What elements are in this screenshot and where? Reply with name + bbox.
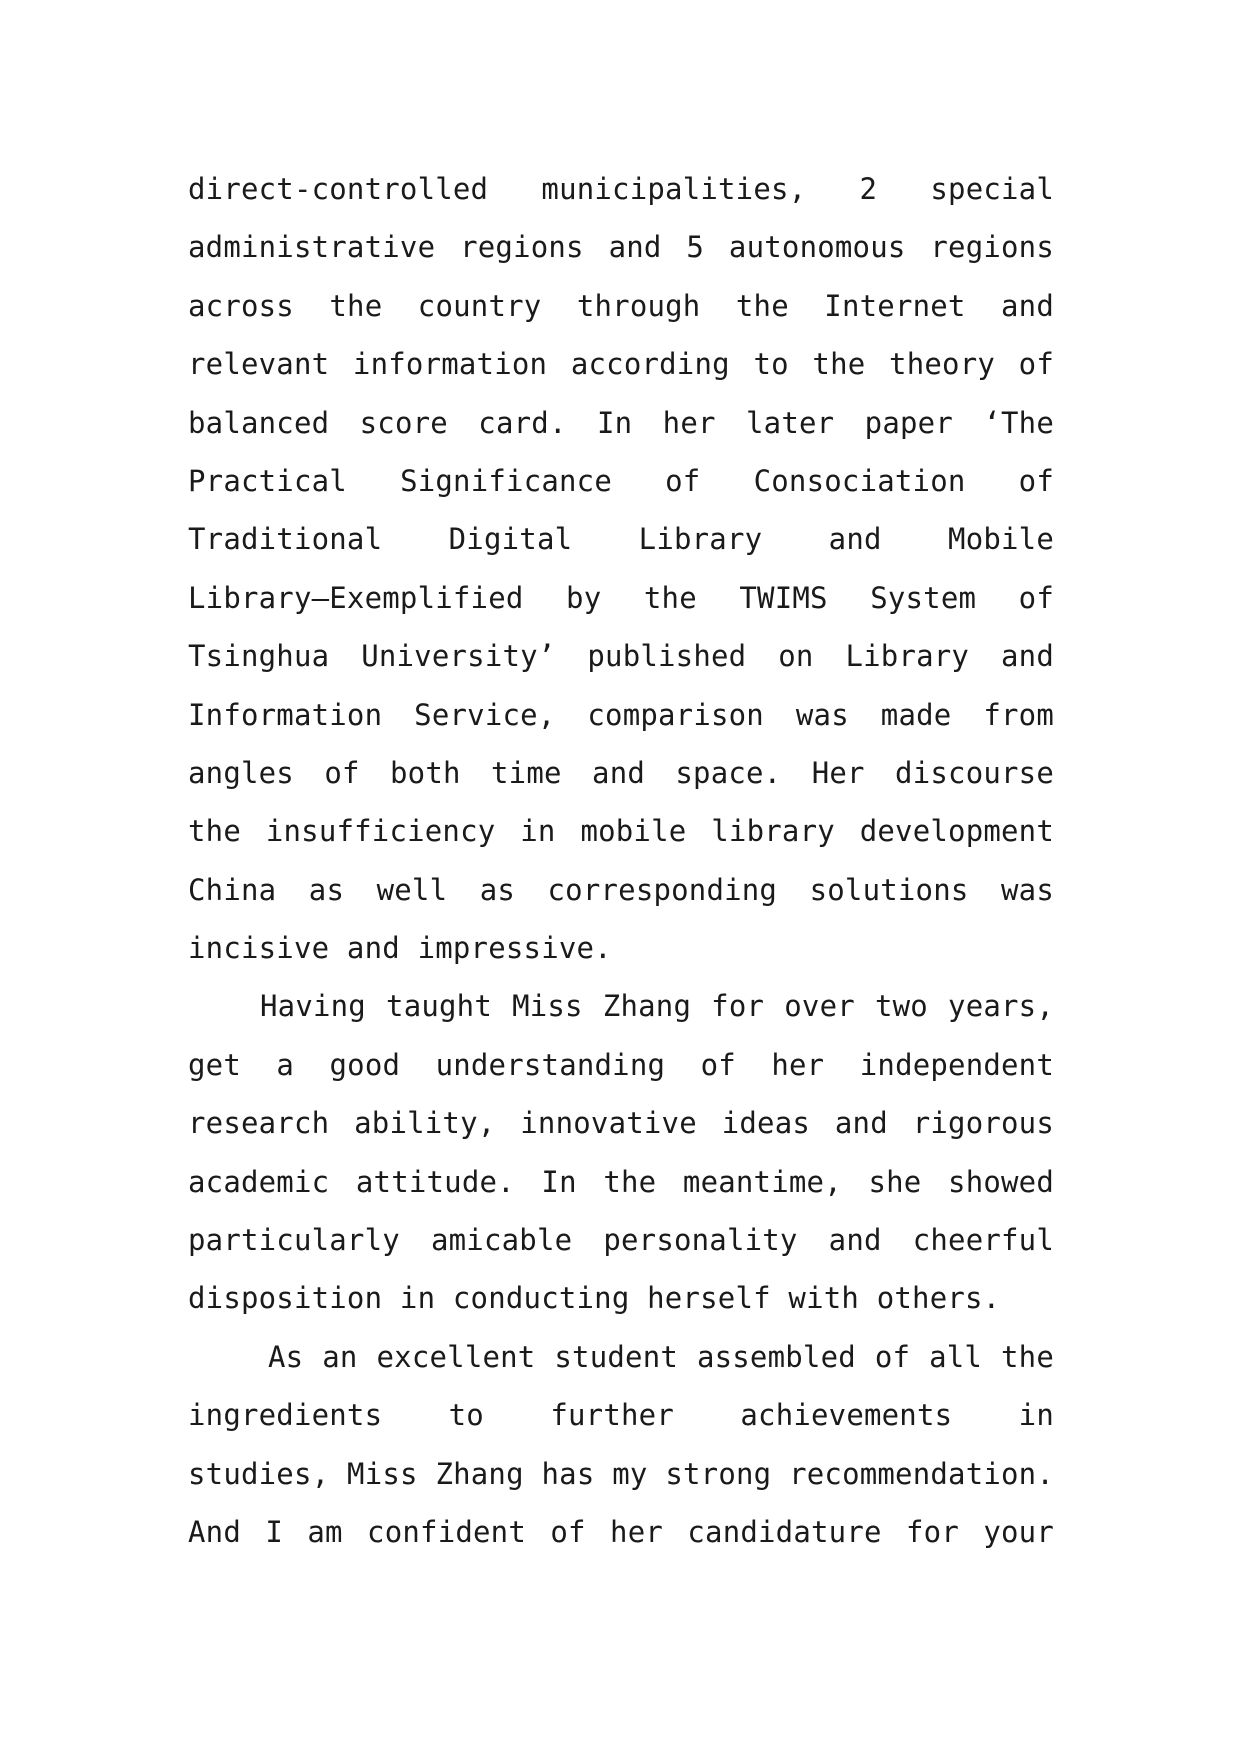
text-line: the insufficiency in mobile library development xyxy=(188,814,1054,849)
text-line: As an excellent student assembled of all the xyxy=(268,1339,1054,1374)
text-line: academic attitude. In the meantime, she showed xyxy=(188,1164,1054,1199)
paragraph-personal-assessment xyxy=(188,977,1054,1327)
text-line: Having taught Miss Zhang for over two years, xyxy=(260,989,1054,1024)
text-line: balanced score card. In her later paper ‘The xyxy=(188,405,1054,440)
text-line: Tsinghua University’ published on Library and xyxy=(188,639,1054,674)
text-line: ingredients to further achievements in xyxy=(188,1398,1054,1433)
text-line: studies, Miss Zhang has my strong recommendation. xyxy=(188,1456,1054,1491)
text-line: angles of both time and space. Her discourse xyxy=(188,755,1054,790)
text-line: direct-controlled municipalities, 2 special xyxy=(188,172,1054,206)
paragraph-recommendation xyxy=(188,1328,1054,1562)
text-line: incisive and impressive. xyxy=(188,931,612,966)
text-line: research ability, innovative ideas and rigorous xyxy=(188,1106,1054,1141)
letter-body xyxy=(188,160,1054,1561)
text-line: disposition in conducting herself with others. xyxy=(188,1281,1001,1316)
paragraph-research-summary xyxy=(188,160,1054,977)
text-line: And I am confident of her candidature for your xyxy=(188,1514,1054,1549)
text-line: relevant information according to the theory of xyxy=(188,347,1054,382)
text-line: administrative regions and 5 autonomous regions xyxy=(188,230,1054,265)
text-line: Library—Exemplified by the TWIMS System of xyxy=(188,580,1054,615)
text-line: China as well as corresponding solutions was xyxy=(188,872,1054,907)
text-line: Information Service, comparison was made from xyxy=(188,697,1054,732)
text-line: get a good understanding of her independent xyxy=(188,1047,1054,1082)
text-line: across the country through the Internet and xyxy=(188,288,1054,323)
text-line: Traditional Digital Library and Mobile xyxy=(188,522,1054,557)
text-line: Practical Significance of Consociation of xyxy=(188,463,1054,498)
text-line: particularly amicable personality and cheerful xyxy=(188,1223,1054,1258)
